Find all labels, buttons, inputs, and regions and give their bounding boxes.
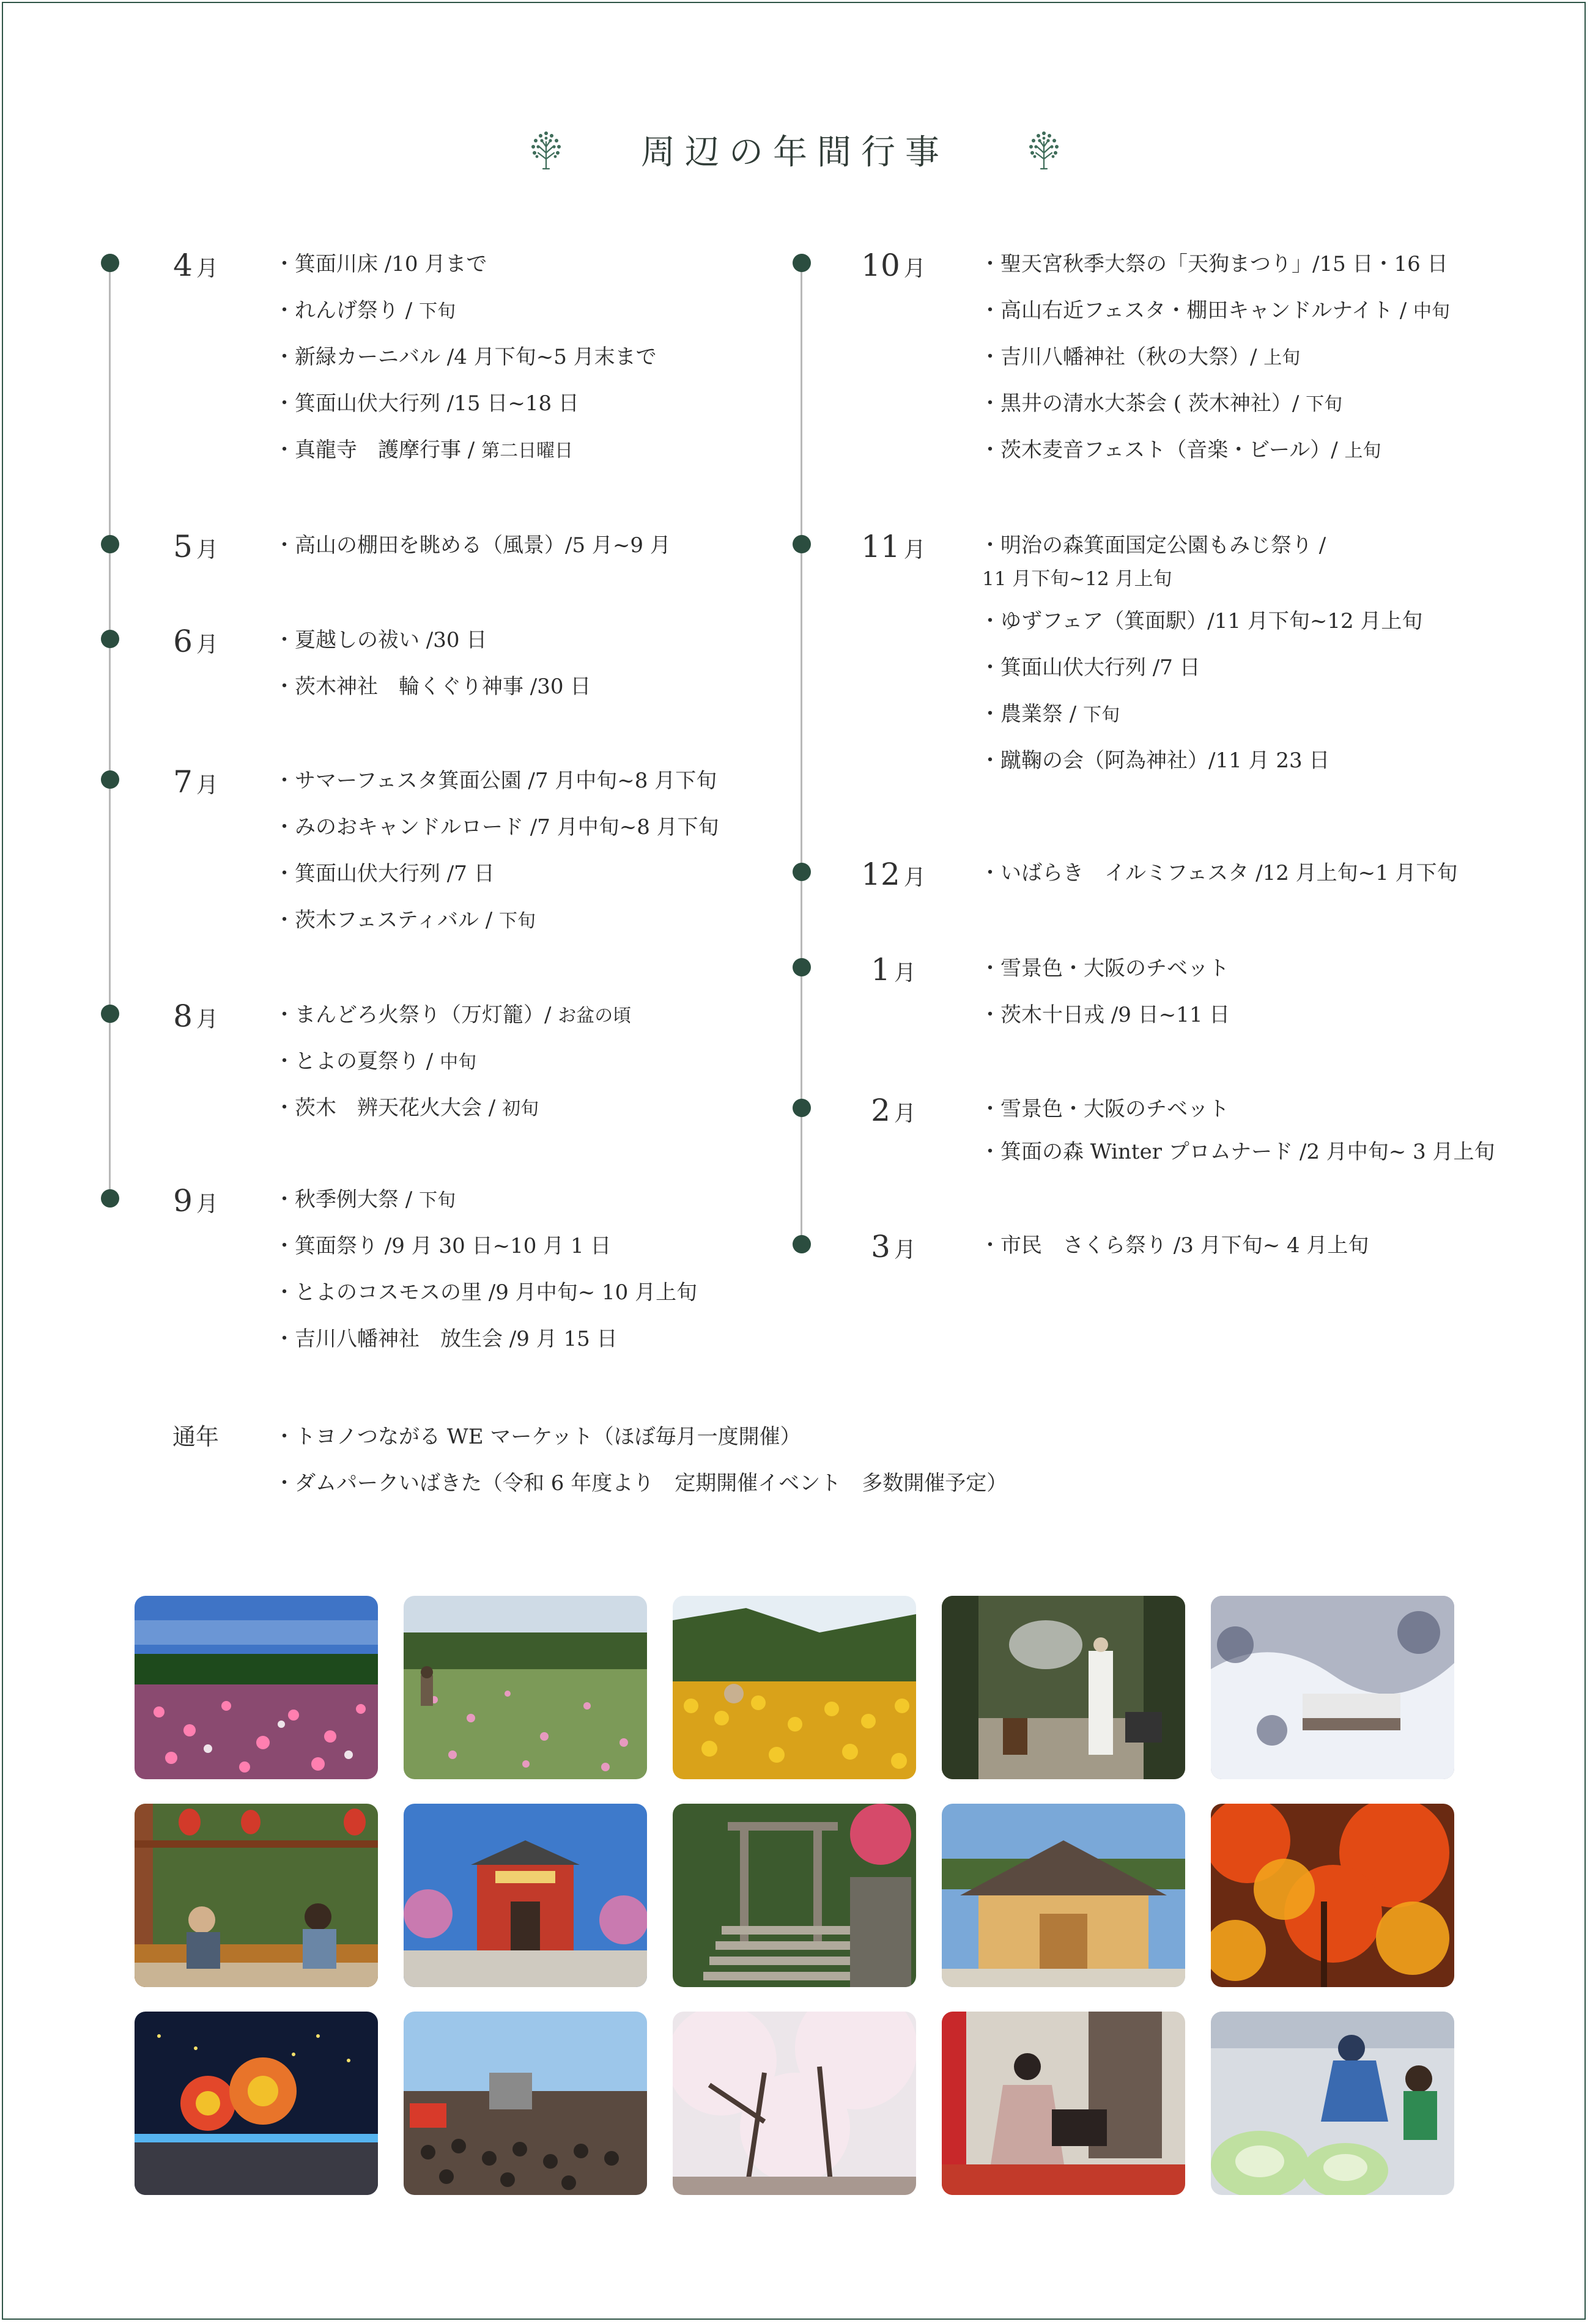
cosmos-meadow-photo [404, 1596, 647, 1779]
event-list [274, 992, 631, 1131]
timeline-dot [101, 535, 119, 553]
event-item: ・箕面川床 /10 月まで [274, 252, 487, 276]
event-item: ・蹴鞠の会（阿為神社）/11 月 23 日 [980, 748, 1330, 773]
event-list [980, 241, 1450, 473]
month-label: 9 月 [173, 1183, 218, 1219]
header [0, 119, 1590, 180]
timeline-dot [101, 770, 119, 789]
month-label: 10 月 [861, 248, 926, 283]
event-item: ・茨木フェスティバル / 下旬 [274, 908, 536, 932]
event-list [980, 945, 1230, 1038]
event-item: ・茨木麦音フェスト（音楽・ビール）/ 上旬 [980, 438, 1381, 462]
month-label: 7 月 [173, 764, 218, 800]
event-item: ・雪景色・大阪のチベット [980, 1097, 1229, 1121]
month-label: 1 月 [871, 952, 916, 987]
event-item: ・箕面の森 Winter プロムナード /2 月中旬~ 3 月上旬 [980, 1140, 1495, 1164]
event-item: ・みのおキャンドルロード /7 月中旬~8 月下旬 [274, 815, 719, 839]
tree-icon [525, 128, 568, 171]
cabbage-harvest-photo [1211, 2012, 1454, 2195]
event-item: ・れんげ祭り / 下旬 [274, 298, 456, 323]
yearly-label: 通年 [172, 1423, 220, 1450]
month-label: 8 月 [173, 998, 218, 1034]
event-item: ・箕面山伏大行列 /7 日 [274, 861, 495, 886]
event-item: ・茨木神社 輪くぐり神事 /30 日 [274, 674, 591, 699]
festival-crowd-photo [404, 2012, 647, 2195]
event-item: ・聖天宮秋季大祭の「天狗まつり」/15 日・16 日 [980, 252, 1448, 276]
event-item: ・雪景色・大阪のチベット [980, 956, 1229, 981]
month-label: 5 月 [173, 529, 218, 564]
month-label: 12 月 [861, 857, 926, 892]
timeline-dot [101, 1005, 119, 1023]
autumn-leaves-photo [1211, 1804, 1454, 1987]
event-item: ・吉川八幡神社 放生会 /9 月 15 日 [274, 1327, 618, 1351]
event-list [980, 1222, 1369, 1269]
timeline-dot [793, 958, 811, 976]
shrine-ritual-photo [942, 1596, 1185, 1779]
timeline-dot [793, 254, 811, 272]
event-item: ・いばらき イルミフェスタ /12 月上旬~1 月下旬 [980, 861, 1458, 885]
event-list [274, 1176, 697, 1362]
event-list [274, 241, 657, 473]
event-list [980, 1086, 1495, 1175]
event-item: ・明治の森箕面国定公園もみじ祭り / [980, 533, 1326, 558]
event-item: ・ダムパークいばきた（令和 6 年度より 定期開催イベント 多数開催予定） [274, 1471, 1008, 1496]
snowy-landscape-photo [1211, 1596, 1454, 1779]
event-item: ・茨木 辨天花火大会 / 初旬 [274, 1096, 539, 1120]
event-list [274, 617, 591, 710]
yearly-event-list [274, 1414, 1007, 1507]
shrine-stairs-photo [673, 1804, 916, 1987]
riverside-dining-photo [135, 1804, 378, 1987]
event-item: ・農業祭 / 下旬 [980, 702, 1120, 726]
event-item: ・新緑カーニバル /4 月下旬~5 月末まで [274, 345, 657, 369]
cosmos-field-photo [135, 1596, 378, 1779]
event-item: ・黒井の清水大茶会 ( 茨木神社）/ 下旬 [980, 391, 1343, 416]
event-list [274, 758, 719, 943]
event-item: ・高山右近フェスタ・棚田キャンドルナイト / 中旬 [980, 298, 1450, 323]
month-label: 6 月 [173, 624, 218, 659]
event-list [980, 850, 1458, 896]
event-item: ・サマーフェスタ箕面公園 /7 月中旬~8 月下旬 [274, 769, 717, 793]
month-label: 3 月 [871, 1229, 916, 1264]
event-item: ・真龍寺 護摩行事 / 第二日曜日 [274, 438, 574, 462]
tea-ceremony-photo [942, 2012, 1185, 2195]
timeline-dot [793, 535, 811, 553]
event-item: ・ゆずフェア（箕面駅）/11 月下旬~12 月上旬 [980, 609, 1423, 633]
event-item: ・秋季例大祭 / 下旬 [274, 1187, 456, 1212]
event-list [274, 522, 671, 569]
event-item: ・とよのコスモスの里 /9 月中旬~ 10 月上旬 [274, 1280, 698, 1305]
timeline-dot [793, 863, 811, 881]
event-item: ・箕面祭り /9 月 30 日~10 月 1 日 [274, 1234, 612, 1258]
event-item: ・高山の棚田を眺める（風景）/5 月~9 月 [274, 533, 671, 558]
temple-hall-photo [942, 1804, 1185, 1987]
timeline-dot [101, 630, 119, 648]
event-item: ・夏越しの祓い /30 日 [274, 628, 487, 652]
timeline-dot [793, 1099, 811, 1117]
timeline-dot [101, 254, 119, 272]
timeline-line [109, 262, 111, 1197]
event-item: ・吉川八幡神社（秋の大祭）/ 上旬 [980, 345, 1301, 369]
event-item: ・市民 さくら祭り /3 月下旬~ 4 月上旬 [980, 1233, 1369, 1258]
photo-gallery [135, 1596, 1455, 2195]
page-title: 周辺の年間行事 [641, 133, 949, 172]
cherry-blossom-photo [673, 2012, 916, 2195]
month-label: 2 月 [871, 1093, 916, 1128]
tree-icon [1022, 128, 1065, 171]
timeline-dot [101, 1189, 119, 1208]
sunflower-field-photo [673, 1596, 916, 1779]
event-item: ・とよの夏祭り / 中旬 [274, 1049, 477, 1074]
event-item: ・箕面山伏大行列 /7 日 [980, 655, 1200, 680]
illumination-photo [135, 2012, 378, 2195]
month-label: 11 月 [861, 529, 926, 564]
event-item-continued: 11 月下旬~12 月上旬 [982, 568, 1172, 590]
event-item: ・トヨノつながる WE マーケット（ほぼ毎月一度開催） [274, 1425, 801, 1449]
month-label: 4 月 [173, 248, 218, 283]
event-item: ・まんどろ火祭り（万灯籠）/ お盆の頃 [274, 1003, 632, 1027]
timeline-dot [793, 1235, 811, 1253]
event-item: ・箕面山伏大行列 /15 日~18 日 [274, 391, 579, 416]
event-list [980, 522, 1422, 784]
red-temple-gate-photo [404, 1804, 647, 1987]
event-item: ・茨木十日戎 /9 日~11 日 [980, 1003, 1230, 1027]
